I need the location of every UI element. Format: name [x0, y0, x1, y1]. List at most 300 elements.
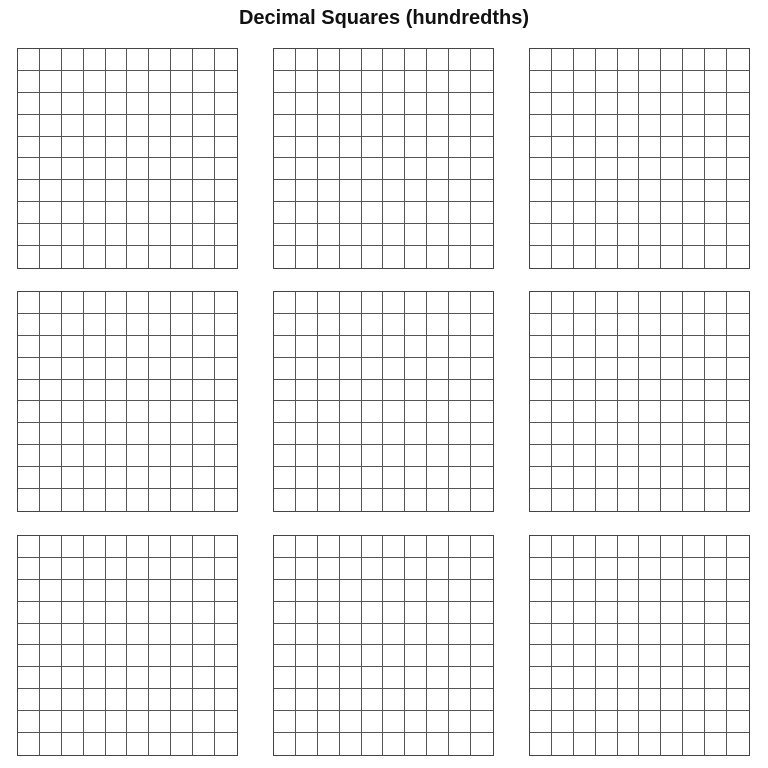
grid-cell: [705, 224, 727, 246]
grid-cell: [40, 689, 62, 711]
grid-cell: [62, 358, 84, 380]
grid-cell: [552, 401, 574, 423]
grid-cell: [318, 580, 340, 602]
grid-cell: [705, 246, 727, 268]
grid-cell: [618, 380, 640, 402]
grid-cell: [193, 358, 215, 380]
grid-cell: [661, 536, 683, 558]
grid-cell: [596, 93, 618, 115]
grid-cell: [683, 93, 705, 115]
grid-cell: [530, 292, 552, 314]
grid-cell: [574, 71, 596, 93]
grid-cell: [193, 246, 215, 268]
grid-cell: [62, 180, 84, 202]
grid-cell: [661, 423, 683, 445]
grid-cell: [127, 624, 149, 646]
grid-cell: [639, 558, 661, 580]
grid-cell: [193, 602, 215, 624]
grid-cell: [530, 467, 552, 489]
grid-cell: [727, 314, 749, 336]
grid-cell: [18, 314, 40, 336]
grid-cell: [530, 489, 552, 511]
grid-cell: [618, 158, 640, 180]
grid-cell: [84, 624, 106, 646]
grid-cell: [618, 115, 640, 137]
grid-cell: [318, 336, 340, 358]
grid-cell: [683, 380, 705, 402]
grid-cell: [106, 580, 128, 602]
grid-cell: [149, 401, 171, 423]
grid-cell: [727, 158, 749, 180]
hundredths-grid: [529, 48, 750, 269]
grid-cell: [683, 489, 705, 511]
grid-cell: [618, 49, 640, 71]
grid-cell: [552, 115, 574, 137]
grid-cell: [340, 602, 362, 624]
grid-cell: [40, 602, 62, 624]
grid-cell: [530, 602, 552, 624]
grid-cell: [296, 71, 318, 93]
grid-cell: [574, 49, 596, 71]
grid-cell: [274, 489, 296, 511]
grid-cell: [639, 246, 661, 268]
grid-cell: [193, 401, 215, 423]
grid-cell: [318, 536, 340, 558]
grid-cell: [18, 645, 40, 667]
grid-cell: [171, 558, 193, 580]
grid-cell: [62, 602, 84, 624]
grid-cell: [471, 667, 493, 689]
grid-cell: [84, 180, 106, 202]
grid-cell: [639, 536, 661, 558]
grid-cell: [383, 137, 405, 159]
grid-cell: [596, 602, 618, 624]
grid-cell: [215, 314, 237, 336]
grid-cell: [18, 733, 40, 755]
grid-cell: [62, 536, 84, 558]
grid-cell: [427, 667, 449, 689]
grid-cell: [618, 224, 640, 246]
grid-cell: [215, 292, 237, 314]
grid-cell: [18, 358, 40, 380]
grid-cell: [18, 624, 40, 646]
grid-cell: [84, 115, 106, 137]
grid-cell: [574, 115, 596, 137]
grid-cell: [405, 645, 427, 667]
grid-cell: [171, 246, 193, 268]
grid-cell: [661, 445, 683, 467]
grid-cell: [318, 358, 340, 380]
grid-cell: [106, 93, 128, 115]
grid-cell: [727, 380, 749, 402]
grid-cell: [127, 645, 149, 667]
grid-cell: [530, 202, 552, 224]
grid-cell: [296, 445, 318, 467]
grid-cell: [193, 733, 215, 755]
grid-cell: [449, 536, 471, 558]
grid-cell: [84, 711, 106, 733]
grid-cell: [552, 202, 574, 224]
grid-cell: [574, 180, 596, 202]
grid-cell: [149, 180, 171, 202]
grid-cell: [106, 314, 128, 336]
grid-cell: [661, 467, 683, 489]
grid-cell: [149, 733, 171, 755]
grid-cell: [405, 336, 427, 358]
grid-cell: [705, 624, 727, 646]
grid-cell: [471, 489, 493, 511]
grid-cell: [596, 336, 618, 358]
grid-cell: [618, 71, 640, 93]
grid-cell: [215, 246, 237, 268]
grid-cell: [383, 733, 405, 755]
grid-cell: [705, 467, 727, 489]
grid-cell: [274, 49, 296, 71]
grid-cell: [171, 401, 193, 423]
grid-cell: [318, 489, 340, 511]
grid-cell: [427, 711, 449, 733]
grid-cell: [171, 624, 193, 646]
grid-cell: [149, 314, 171, 336]
grid-cell: [639, 358, 661, 380]
grid-cell: [149, 667, 171, 689]
grid-cell: [427, 137, 449, 159]
grid-cell: [215, 467, 237, 489]
grid-cell: [574, 489, 596, 511]
grid-cell: [171, 137, 193, 159]
grid-cell: [405, 314, 427, 336]
grid-cell: [296, 380, 318, 402]
grid-cell: [340, 115, 362, 137]
grid-cell: [683, 401, 705, 423]
grid-cell: [274, 380, 296, 402]
grid-cell: [383, 467, 405, 489]
grid-cell: [683, 733, 705, 755]
grid-cell: [705, 115, 727, 137]
grid-cell: [62, 445, 84, 467]
grid-cell: [661, 71, 683, 93]
grid-cell: [296, 624, 318, 646]
grid-cell: [618, 93, 640, 115]
grid-cell: [530, 93, 552, 115]
grid-cell: [471, 711, 493, 733]
grid-cell: [705, 445, 727, 467]
grid-cell: [471, 158, 493, 180]
grid-cell: [574, 445, 596, 467]
grid-cell: [84, 314, 106, 336]
grid-cell: [427, 401, 449, 423]
grid-cell: [683, 467, 705, 489]
grid-cell: [727, 602, 749, 624]
grid-cell: [405, 580, 427, 602]
grid-cell: [618, 733, 640, 755]
grid-cell: [340, 645, 362, 667]
grid-cell: [106, 137, 128, 159]
grid-cell: [596, 358, 618, 380]
grid-cell: [62, 224, 84, 246]
grid-cell: [362, 536, 384, 558]
grid-cell: [552, 49, 574, 71]
grid-cell: [383, 536, 405, 558]
grid-cell: [727, 423, 749, 445]
grid-cell: [193, 93, 215, 115]
grid-cell: [296, 558, 318, 580]
grid-cell: [449, 580, 471, 602]
grid-cell: [106, 246, 128, 268]
grid-cell: [18, 558, 40, 580]
grid-cell: [661, 292, 683, 314]
grid-cell: [84, 380, 106, 402]
grid-cell: [727, 93, 749, 115]
grid-cell: [40, 358, 62, 380]
grid-cell: [127, 158, 149, 180]
grid-cell: [40, 558, 62, 580]
grid-cell: [427, 71, 449, 93]
grid-cell: [149, 602, 171, 624]
grid-cell: [530, 158, 552, 180]
grid-cell: [106, 602, 128, 624]
grid-cell: [171, 689, 193, 711]
grid-cell: [362, 689, 384, 711]
grid-cell: [62, 380, 84, 402]
grid-cell: [661, 580, 683, 602]
grid-cell: [618, 689, 640, 711]
grid-cell: [362, 158, 384, 180]
grid-cell: [552, 733, 574, 755]
grid-cell: [171, 580, 193, 602]
grid-cell: [383, 489, 405, 511]
grid-cell: [149, 558, 171, 580]
grid-cell: [362, 423, 384, 445]
grid-cell: [18, 423, 40, 445]
grid-cell: [318, 71, 340, 93]
grid-cell: [127, 202, 149, 224]
grid-cell: [449, 624, 471, 646]
grid-cell: [149, 358, 171, 380]
grid-cell: [727, 667, 749, 689]
grid-cell: [193, 115, 215, 137]
grid-cell: [449, 423, 471, 445]
grid-cell: [449, 137, 471, 159]
grid-cell: [618, 246, 640, 268]
grid-cell: [705, 49, 727, 71]
grid-cell: [639, 93, 661, 115]
grid-cell: [705, 536, 727, 558]
grid-cell: [84, 49, 106, 71]
grid-cell: [530, 49, 552, 71]
grid-cell: [683, 336, 705, 358]
grid-cell: [340, 489, 362, 511]
grid-cell: [449, 401, 471, 423]
grid-cell: [127, 689, 149, 711]
grid-cell: [106, 558, 128, 580]
grid-cell: [705, 733, 727, 755]
grid-cell: [127, 314, 149, 336]
grid-cell: [362, 401, 384, 423]
grid-cell: [727, 445, 749, 467]
grid-cell: [727, 115, 749, 137]
grid-cell: [193, 314, 215, 336]
grid-cell: [471, 580, 493, 602]
grid-cell: [683, 602, 705, 624]
grid-cell: [40, 336, 62, 358]
grid-cell: [705, 292, 727, 314]
grid-cell: [530, 667, 552, 689]
grid-cell: [530, 314, 552, 336]
grid-cell: [661, 202, 683, 224]
grid-cell: [215, 445, 237, 467]
grid-cell: [318, 711, 340, 733]
grid-cell: [639, 467, 661, 489]
grid-cell: [149, 202, 171, 224]
grid-cell: [596, 489, 618, 511]
grid-cell: [471, 624, 493, 646]
grid-cell: [340, 667, 362, 689]
grid-cell: [362, 733, 384, 755]
grid-cell: [296, 689, 318, 711]
grid-cell: [296, 292, 318, 314]
grid-cell: [383, 558, 405, 580]
grid-cell: [340, 158, 362, 180]
grid-cell: [340, 93, 362, 115]
grid-cell: [193, 489, 215, 511]
grid-cell: [530, 689, 552, 711]
grid-cell: [127, 93, 149, 115]
grid-cell: [84, 246, 106, 268]
grid-cell: [274, 115, 296, 137]
grid-cell: [618, 580, 640, 602]
grid-cell: [84, 71, 106, 93]
grid-cell: [274, 202, 296, 224]
grid-cell: [18, 49, 40, 71]
grid-cell: [727, 624, 749, 646]
grid-cell: [106, 445, 128, 467]
grid-cell: [296, 489, 318, 511]
grid-cell: [471, 336, 493, 358]
grid-cell: [274, 401, 296, 423]
grid-cell: [471, 602, 493, 624]
grid-cell: [106, 49, 128, 71]
grid-cell: [127, 558, 149, 580]
grid-cell: [471, 93, 493, 115]
grid-cell: [618, 180, 640, 202]
grid-cell: [405, 180, 427, 202]
grid-cell: [449, 202, 471, 224]
grid-cell: [296, 536, 318, 558]
grid-cell: [530, 246, 552, 268]
grid-cell: [552, 380, 574, 402]
grid-cell: [127, 711, 149, 733]
grid-cell: [127, 733, 149, 755]
grid-cell: [296, 667, 318, 689]
grid-cell: [215, 401, 237, 423]
grid-cell: [149, 224, 171, 246]
grid-cell: [449, 467, 471, 489]
grid-cell: [84, 489, 106, 511]
grid-cell: [193, 624, 215, 646]
grid-cell: [296, 711, 318, 733]
grid-cell: [574, 536, 596, 558]
grid-cell: [383, 71, 405, 93]
grid-cell: [340, 380, 362, 402]
grid-cell: [340, 467, 362, 489]
grid-cell: [552, 467, 574, 489]
grid-cell: [661, 358, 683, 380]
grid-cell: [683, 558, 705, 580]
grid-cell: [383, 49, 405, 71]
grid-cell: [639, 624, 661, 646]
grid-cell: [471, 314, 493, 336]
grid-cell: [106, 401, 128, 423]
grid-cell: [618, 423, 640, 445]
grid-cell: [383, 380, 405, 402]
grid-cell: [62, 202, 84, 224]
grid-cell: [171, 115, 193, 137]
grid-cell: [40, 645, 62, 667]
grid-cell: [362, 558, 384, 580]
grid-cell: [705, 558, 727, 580]
grid-cell: [639, 733, 661, 755]
grid-cell: [530, 423, 552, 445]
grid-cell: [683, 49, 705, 71]
grid-cell: [552, 558, 574, 580]
grid-cell: [574, 380, 596, 402]
grid-cell: [618, 401, 640, 423]
grid-cell: [574, 667, 596, 689]
grid-cell: [318, 314, 340, 336]
grid-cell: [471, 137, 493, 159]
grid-cell: [727, 202, 749, 224]
grid-cell: [449, 180, 471, 202]
grid-cell: [149, 137, 171, 159]
grid-cell: [193, 292, 215, 314]
grid-cell: [127, 180, 149, 202]
grid-cell: [171, 314, 193, 336]
grid-cell: [340, 224, 362, 246]
grid-cell: [661, 489, 683, 511]
grid-cell: [530, 580, 552, 602]
grid-cell: [340, 292, 362, 314]
grid-cell: [574, 602, 596, 624]
grid-cell: [596, 689, 618, 711]
grid-cell: [127, 358, 149, 380]
grid-cell: [274, 423, 296, 445]
grid-cell: [18, 380, 40, 402]
grid-cell: [683, 624, 705, 646]
grid-cell: [530, 180, 552, 202]
grid-cell: [40, 180, 62, 202]
grid-cell: [552, 489, 574, 511]
grid-cell: [18, 202, 40, 224]
grid-cell: [705, 689, 727, 711]
grid-cell: [106, 336, 128, 358]
grid-cell: [215, 536, 237, 558]
grid-cell: [639, 401, 661, 423]
grid-cell: [362, 314, 384, 336]
grid-cell: [274, 467, 296, 489]
grid-cell: [340, 358, 362, 380]
grid-cell: [362, 71, 384, 93]
grid-cell: [639, 580, 661, 602]
grid-cell: [318, 115, 340, 137]
grid-cell: [727, 246, 749, 268]
grid-cell: [405, 536, 427, 558]
grid-cell: [639, 445, 661, 467]
grid-cell: [449, 71, 471, 93]
grid-cell: [574, 224, 596, 246]
grid-cell: [340, 733, 362, 755]
grid-cell: [661, 689, 683, 711]
